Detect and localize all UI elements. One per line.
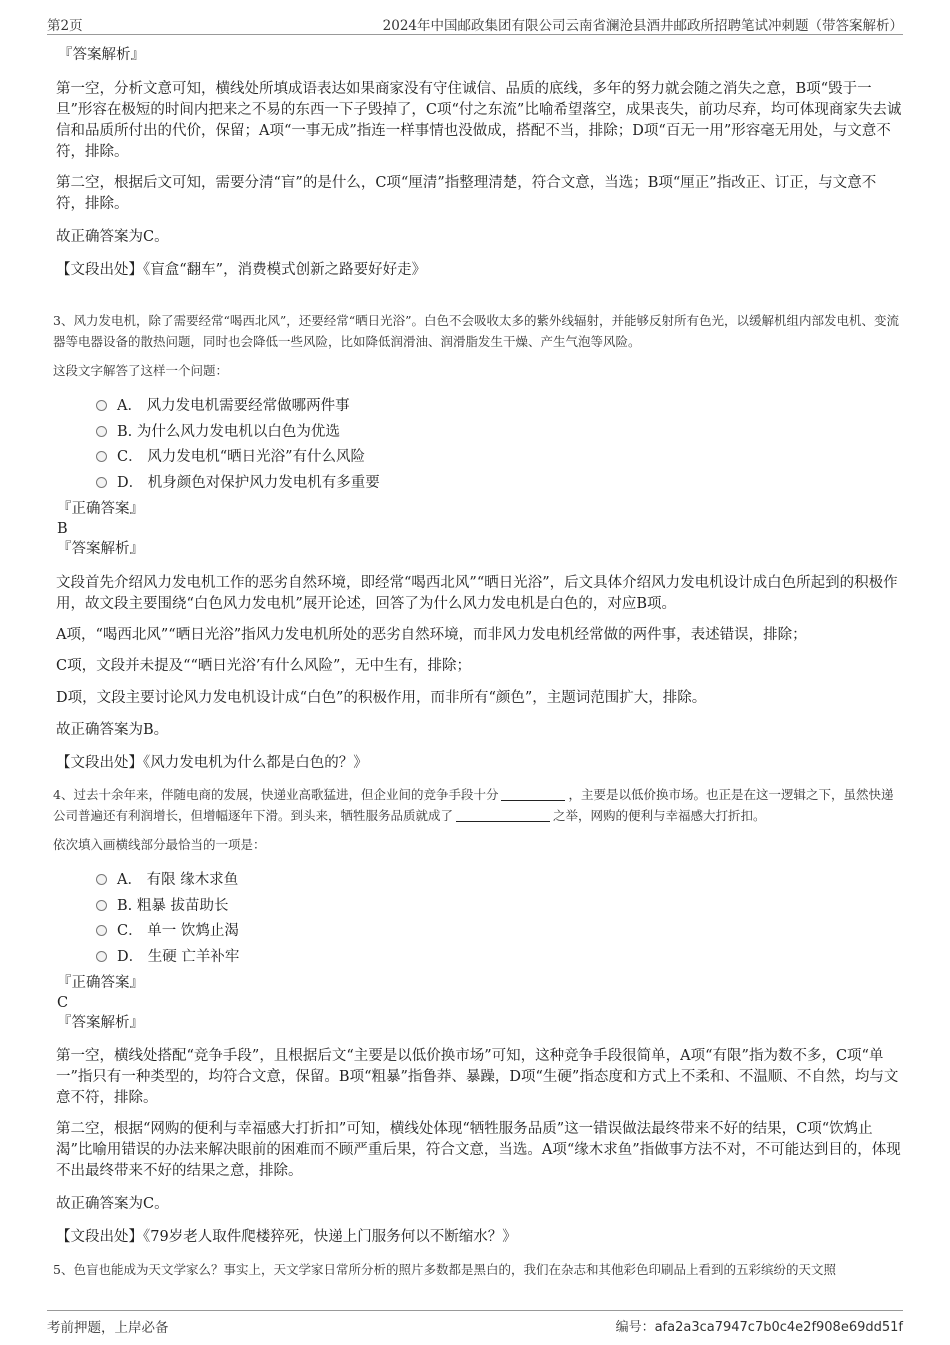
q2-source: 【文段出处】《盲盒“翻车”，消费模式创新之路要好好走》 xyxy=(56,262,427,278)
q2-analysis-label: 『答案解析』 xyxy=(58,47,145,63)
q3-correct-label: 『正确答案』 xyxy=(57,501,144,517)
q3-options xyxy=(96,394,903,496)
q2-analysis-para2: 第二空，根据后文可知，需要分清“盲”的是什么，C项“厘清”指整理清楚，符合文意，当选；B项“厘正”指改正、订正，与文意不符，排除。 xyxy=(56,175,877,212)
q4-option-d[interactable]: D． 生硬 亡羊补牢 xyxy=(96,945,903,971)
q3-option-c[interactable]: C． 风力发电机“晒日光浴”有什么风险 xyxy=(96,445,903,471)
q4-stem: 4、过去十余年来，伴随电商的发展，快递业高歌猛进，但企业间的竞争手段十分 ，主要是以低价换市场。也正是在这一逻辑之下，虽然快递公司普遍还有利润增长，但增幅逐年下滑。到头来，牺牲服务品质就成了 之举，网购的便利与幸福感大打折扣。 xyxy=(53,787,894,823)
radio-icon[interactable] xyxy=(96,477,107,488)
q4-correct-label: 『正确答案』 xyxy=(57,975,144,991)
q3-analysis-para4: D项，文段主要讨论风力发电机设计成“白色”的积极作用，而非所有“颜色”，主题词范围扩大，排除。 xyxy=(56,690,707,706)
q3-correct-answer: B xyxy=(57,521,68,537)
radio-icon[interactable] xyxy=(96,951,107,962)
q4-options xyxy=(96,868,903,970)
q4-option-c[interactable]: C． 单一 饮鸩止渴 xyxy=(96,919,903,945)
radio-icon[interactable] xyxy=(96,900,107,911)
blank-1 xyxy=(501,786,565,801)
q3-prompt: 这段文字解答了这样一个问题： xyxy=(53,363,229,378)
document-code: 编号：afa2a3ca7947c7b0c4e2f908e69dd51f xyxy=(615,1320,903,1335)
q5-stem: 5、色盲也能成为天文学家么？事实上，天文学家日常所分析的照片多数都是黑白的，我们在杂志和其他彩色印刷品上看到的五彩缤纷的天文照 xyxy=(53,1262,836,1277)
q4-option-b[interactable]: B. 粗暴 拔苗助长 xyxy=(96,894,903,920)
radio-icon[interactable] xyxy=(96,874,107,885)
blank-2 xyxy=(456,807,550,822)
q3-option-b[interactable]: B. 为什么风力发电机以白色为优选 xyxy=(96,420,903,446)
q3-conclusion: 故正确答案为B。 xyxy=(56,722,169,738)
radio-icon[interactable] xyxy=(96,451,107,462)
q4-correct-answer: C xyxy=(57,995,69,1011)
q4-prompt: 依次填入画横线部分最恰当的一项是： xyxy=(53,837,266,852)
document-title: 2024年中国邮政集团有限公司云南省澜沧县酒井邮政所招聘笔试冲刺题（带答案解析） xyxy=(382,18,903,34)
q4-source: 【文段出处】《79岁老人取件爬楼猝死，快递上门服务何以不断缩水？》 xyxy=(56,1229,517,1245)
q4-analysis-para1: 第一空，横线处搭配“竞争手段”，且根据后文“主要是以低价换市场”可知，这种竞争手段很简单，A项“有限”指为数不多，C项“单一”指只有一种类型的，均符合文意，保留。B项“粗暴”指鲁莽、暴躁，D项“生硬”指态度和方式上不柔和、不温顺、不自然，均与文意不符，排除。 xyxy=(56,1048,899,1106)
footer-slogan: 考前押题，上岸必备 xyxy=(47,1320,169,1336)
q4-analysis-para2: 第二空，根据“网购的便利与幸福感大打折扣”可知，横线处体现“牺牲服务品质”这一错误做法最终带来不好的结果，C项“饮鸩止渴”比喻用错误的办法来解决眼前的困难而不顾严重后果，符合文意，当选。A项“缘木求鱼”指做事方法不对，不可能达到目的，体现不出最终带来不好的结果之意，排除。 xyxy=(56,1121,901,1179)
q4-analysis-label: 『答案解析』 xyxy=(57,1015,144,1031)
q3-analysis-para2: A项，“喝西北风”“晒日光浴”指风力发电机所处的恶劣自然环境，而非风力发电机经常做的两件事，表述错误，排除； xyxy=(56,627,807,643)
q3-source: 【文段出处】《风力发电机为什么都是白色的？》 xyxy=(56,755,368,771)
page-number: 第2页 xyxy=(47,18,83,34)
q4-option-a[interactable]: A． 有限 缘木求鱼 xyxy=(96,868,903,894)
page-content xyxy=(53,44,903,1280)
radio-icon[interactable] xyxy=(96,426,107,437)
q2-conclusion: 故正确答案为C。 xyxy=(56,229,169,245)
page-footer xyxy=(47,1310,903,1335)
q3-stem: 3、风力发电机，除了需要经常“喝西北风”，还要经常“晒日光浴”。白色不会吸收太多的紫外线辐射，并能够反射所有色光，以缓解机组内部发电机、变流器等电器设备的散热问题，同时也会降低一些风险，比如降低润滑油、润滑脂发生干燥、产生气泡等风险。 xyxy=(53,313,900,349)
radio-icon[interactable] xyxy=(96,925,107,936)
q3-analysis-para3: C项，文段并未提及““晒日光浴’有什么风险”，无中生有，排除； xyxy=(56,658,471,674)
q2-analysis-para1: 第一空，分析文意可知，横线处所填成语表达如果商家没有守住诚信、品质的底线，多年的努力就会随之消失之意，B项“毁于一旦”形容在极短的时间内把来之不易的东西一下子毁掉了，C项“付之东流”比喻希望落空，成果丧失，前功尽弃，均可体现商家失去诚信和品质所付出的代价，保留；A项“一事无成”指连一样事情也没做成，搭配不当，排除；D项“百无一用”形容毫无用处，与文意不符，排除。 xyxy=(56,81,902,160)
q3-option-a[interactable]: A． 风力发电机需要经常做哪两件事 xyxy=(96,394,903,420)
q4-conclusion: 故正确答案为C。 xyxy=(56,1196,169,1212)
q3-analysis-para1: 文段首先介绍风力发电机工作的恶劣自然环境，即经常“喝西北风”“晒日光浴”，后文具体介绍风力发电机设计成白色所起到的积极作用，故文段主要围绕“白色风力发电机”展开论述，回答了为什么风力发电机是白色的，对应B项。 xyxy=(56,575,898,612)
page-header xyxy=(47,14,903,35)
radio-icon[interactable] xyxy=(96,400,107,411)
q3-option-d[interactable]: D． 机身颜色对保护风力发电机有多重要 xyxy=(96,471,903,497)
q3-analysis-label: 『答案解析』 xyxy=(57,541,144,557)
